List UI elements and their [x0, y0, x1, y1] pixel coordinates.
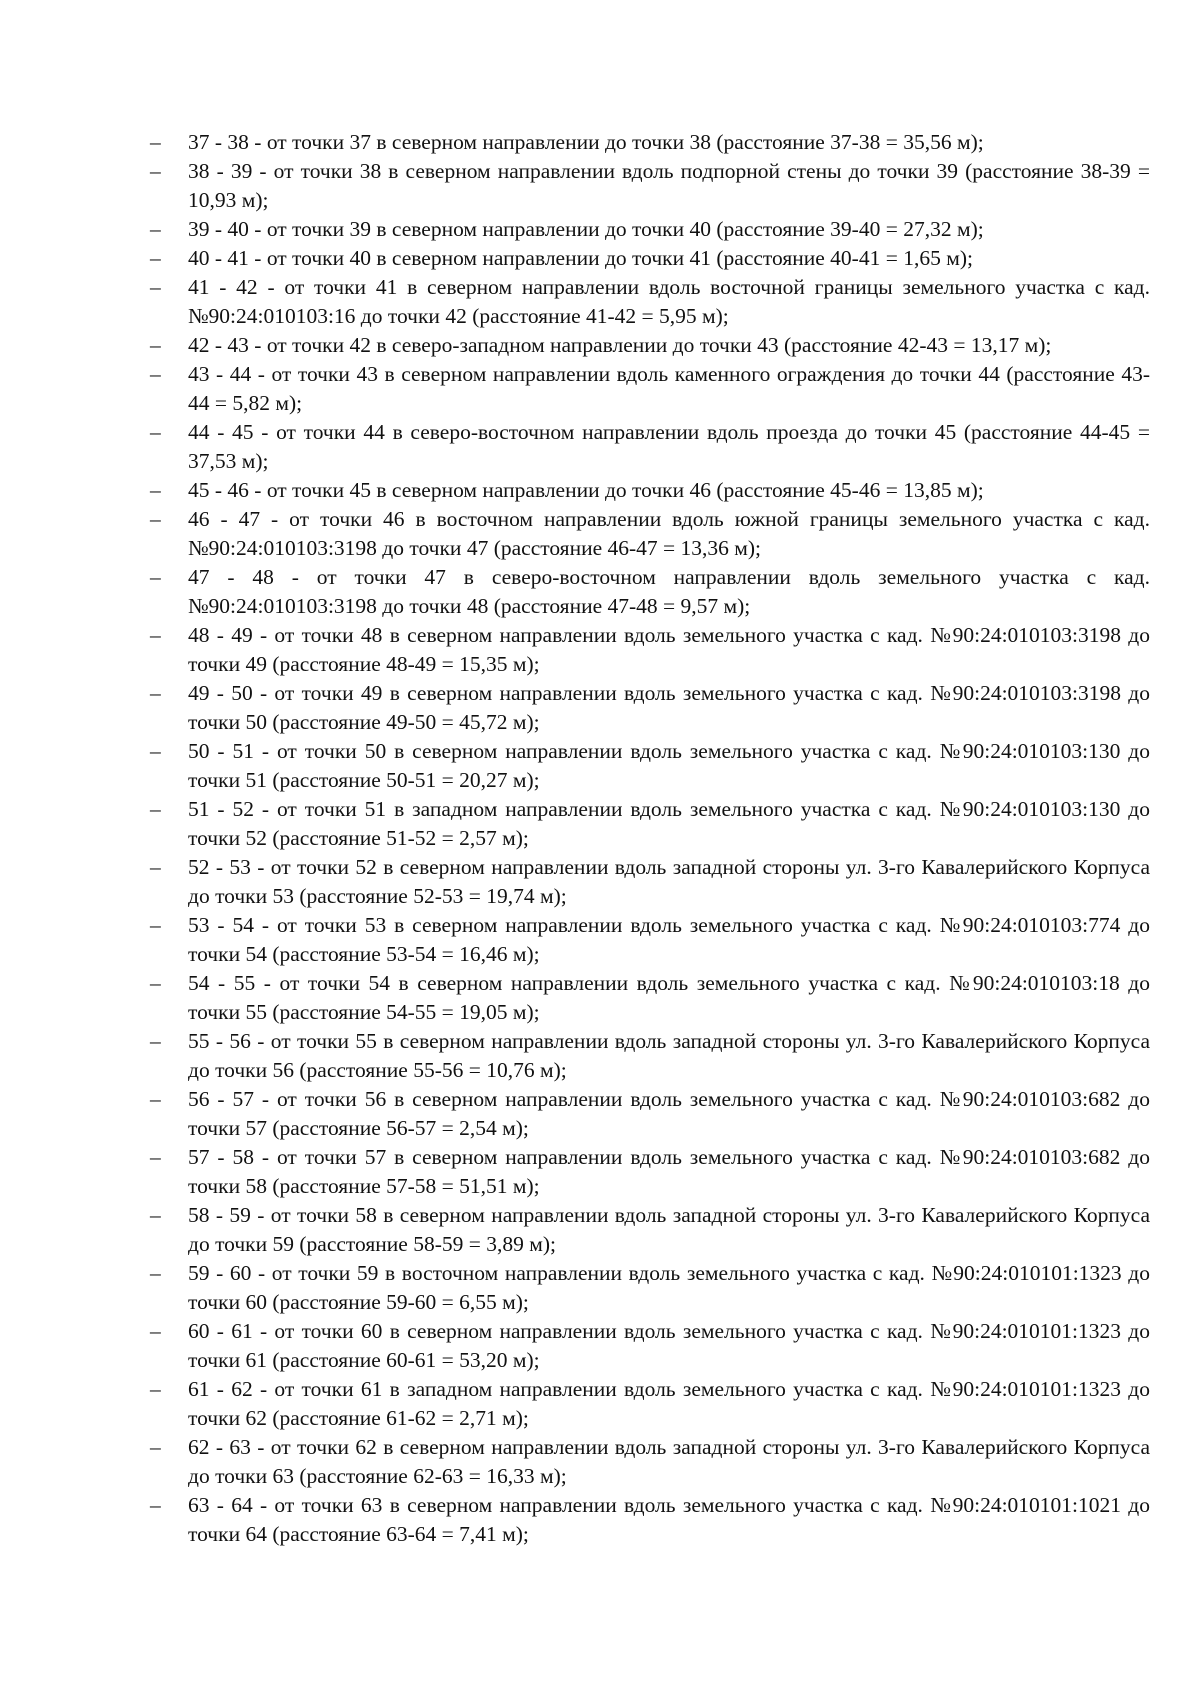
list-item — [150, 563, 1150, 621]
dash-bullet: – — [150, 420, 161, 444]
boundary-description-list — [150, 128, 1150, 1549]
list-item — [150, 1375, 1150, 1433]
list-item — [150, 215, 1150, 244]
list-item-text: 45 - 46 - от точки 45 в северном направлении до точки 46 (расстояние 45-46 = 13,85 м); — [188, 478, 984, 502]
dash-bullet: – — [150, 1029, 161, 1053]
dash-bullet: – — [150, 130, 161, 154]
list-item-text: 63 - 64 - от точки 63 в северном направлении вдоль земельного участка с кад. №90:24:010101:1021 до точки 64 (расстояние 63-64 = 7,41 м); — [188, 1493, 1150, 1546]
list-item-text: 51 - 52 - от точки 51 в западном направлении вдоль земельного участка с кад. №90:24:010103:130 до точки 52 (расстояние 51-52 = 2,57 м); — [188, 797, 1150, 850]
list-item — [150, 244, 1150, 273]
dash-bullet: – — [150, 246, 161, 270]
list-item-text: 62 - 63 - от точки 62 в северном направлении вдоль западной стороны ул. 3-го Кавалерийского Корпуса до точки 63 (расстояние 62-63 = 16,33 м); — [188, 1435, 1150, 1488]
dash-bullet: – — [150, 1493, 161, 1517]
list-item — [150, 1085, 1150, 1143]
list-item — [150, 418, 1150, 476]
list-item — [150, 505, 1150, 563]
list-item — [150, 679, 1150, 737]
dash-bullet: – — [150, 739, 161, 763]
list-item-text: 48 - 49 - от точки 48 в северном направлении вдоль земельного участка с кад. №90:24:010103:3198 до точки 49 (расстояние 48-49 = 15,35 м); — [188, 623, 1150, 676]
list-item — [150, 476, 1150, 505]
list-item — [150, 1143, 1150, 1201]
list-item-text: 55 - 56 - от точки 55 в северном направлении вдоль западной стороны ул. 3-го Кавалерийского Корпуса до точки 56 (расстояние 55-56 = 10,76 м); — [188, 1029, 1150, 1082]
list-item — [150, 621, 1150, 679]
list-item — [150, 737, 1150, 795]
list-item-text: 43 - 44 - от точки 43 в северном направлении вдоль каменного ограждения до точки 44 (расстояние 43-44 = 5,82 м); — [188, 362, 1150, 415]
dash-bullet: – — [150, 1203, 161, 1227]
list-item-text: 40 - 41 - от точки 40 в северном направлении до точки 41 (расстояние 40-41 = 1,65 м); — [188, 246, 973, 270]
dash-bullet: – — [150, 1377, 161, 1401]
list-item-text: 44 - 45 - от точки 44 в северо-восточном направлении вдоль проезда до точки 45 (расстояние 44-45 = 37,53 м); — [188, 420, 1150, 473]
dash-bullet: – — [150, 623, 161, 647]
list-item — [150, 1491, 1150, 1549]
list-item — [150, 1433, 1150, 1491]
list-item — [150, 911, 1150, 969]
list-item-text: 38 - 39 - от точки 38 в северном направлении вдоль подпорной стены до точки 39 (расстояние 38-39 = 10,93 м); — [188, 159, 1150, 212]
dash-bullet: – — [150, 855, 161, 879]
dash-bullet: – — [150, 275, 161, 299]
dash-bullet: – — [150, 681, 161, 705]
list-item — [150, 795, 1150, 853]
list-item — [150, 360, 1150, 418]
dash-bullet: – — [150, 478, 161, 502]
list-item-text: 42 - 43 - от точки 42 в северо-западном направлении до точки 43 (расстояние 42-43 = 13,17 м); — [188, 333, 1052, 357]
list-item — [150, 853, 1150, 911]
dash-bullet: – — [150, 971, 161, 995]
list-item-text: 56 - 57 - от точки 56 в северном направлении вдоль земельного участка с кад. №90:24:010103:682 до точки 57 (расстояние 56-57 = 2,54 м); — [188, 1087, 1150, 1140]
list-item-text: 57 - 58 - от точки 57 в северном направлении вдоль земельного участка с кад. №90:24:010103:682 до точки 58 (расстояние 57-58 = 51,51 м); — [188, 1145, 1150, 1198]
dash-bullet: – — [150, 565, 161, 589]
dash-bullet: – — [150, 1261, 161, 1285]
list-item — [150, 1317, 1150, 1375]
list-item-text: 52 - 53 - от точки 52 в северном направлении вдоль западной стороны ул. 3-го Кавалерийского Корпуса до точки 53 (расстояние 52-53 = 19,74 м); — [188, 855, 1150, 908]
list-item-text: 39 - 40 - от точки 39 в северном направлении до точки 40 (расстояние 39-40 = 27,32 м); — [188, 217, 984, 241]
dash-bullet: – — [150, 1145, 161, 1169]
list-item-text: 61 - 62 - от точки 61 в западном направлении вдоль земельного участка с кад. №90:24:010101:1323 до точки 62 (расстояние 61-62 = 2,71 м); — [188, 1377, 1150, 1430]
dash-bullet: – — [150, 507, 161, 531]
list-item — [150, 157, 1150, 215]
dash-bullet: – — [150, 913, 161, 937]
list-item — [150, 1027, 1150, 1085]
list-item — [150, 128, 1150, 157]
list-item-text: 37 - 38 - от точки 37 в северном направлении до точки 38 (расстояние 37-38 = 35,56 м); — [188, 130, 984, 154]
list-item-text: 41 - 42 - от точки 41 в северном направлении вдоль восточной границы земельного участка с кад. №90:24:010103:16 до точки 42 (расстояние 41-42 = 5,95 м); — [188, 275, 1150, 328]
list-item — [150, 331, 1150, 360]
dash-bullet: – — [150, 1319, 161, 1343]
list-item-text: 53 - 54 - от точки 53 в северном направлении вдоль земельного участка с кад. №90:24:010103:774 до точки 54 (расстояние 53-54 = 16,46 м); — [188, 913, 1150, 966]
list-item-text: 58 - 59 - от точки 58 в северном направлении вдоль западной стороны ул. 3-го Кавалерийского Корпуса до точки 59 (расстояние 58-59 = 3,89 м); — [188, 1203, 1150, 1256]
dash-bullet: – — [150, 217, 161, 241]
list-item-text: 54 - 55 - от точки 54 в северном направлении вдоль земельного участка с кад. №90:24:010103:18 до точки 55 (расстояние 54-55 = 19,05 м); — [188, 971, 1150, 1024]
list-item-text: 49 - 50 - от точки 49 в северном направлении вдоль земельного участка с кад. №90:24:010103:3198 до точки 50 (расстояние 49-50 = 45,72 м); — [188, 681, 1150, 734]
list-item — [150, 1259, 1150, 1317]
dash-bullet: – — [150, 159, 161, 183]
list-item-text: 50 - 51 - от точки 50 в северном направлении вдоль земельного участка с кад. №90:24:010103:130 до точки 51 (расстояние 50-51 = 20,27 м); — [188, 739, 1150, 792]
list-item — [150, 969, 1150, 1027]
list-item-text: 46 - 47 - от точки 46 в восточном направлении вдоль южной границы земельного участка с кад. №90:24:010103:3198 до точки 47 (расстояние 46-47 = 13,36 м); — [188, 507, 1150, 560]
list-item-text: 59 - 60 - от точки 59 в восточном направлении вдоль земельного участка с кад. №90:24:010101:1323 до точки 60 (расстояние 59-60 = 6,55 м); — [188, 1261, 1150, 1314]
list-item — [150, 273, 1150, 331]
list-item — [150, 1201, 1150, 1259]
dash-bullet: – — [150, 333, 161, 357]
dash-bullet: – — [150, 362, 161, 386]
dash-bullet: – — [150, 1087, 161, 1111]
dash-bullet: – — [150, 797, 161, 821]
list-item-text: 47 - 48 - от точки 47 в северо-восточном направлении вдоль земельного участка с кад. №90:24:010103:3198 до точки 48 (расстояние 47-48 = 9,57 м); — [188, 565, 1150, 618]
list-item-text: 60 - 61 - от точки 60 в северном направлении вдоль земельного участка с кад. №90:24:010101:1323 до точки 61 (расстояние 60-61 = 53,20 м); — [188, 1319, 1150, 1372]
dash-bullet: – — [150, 1435, 161, 1459]
